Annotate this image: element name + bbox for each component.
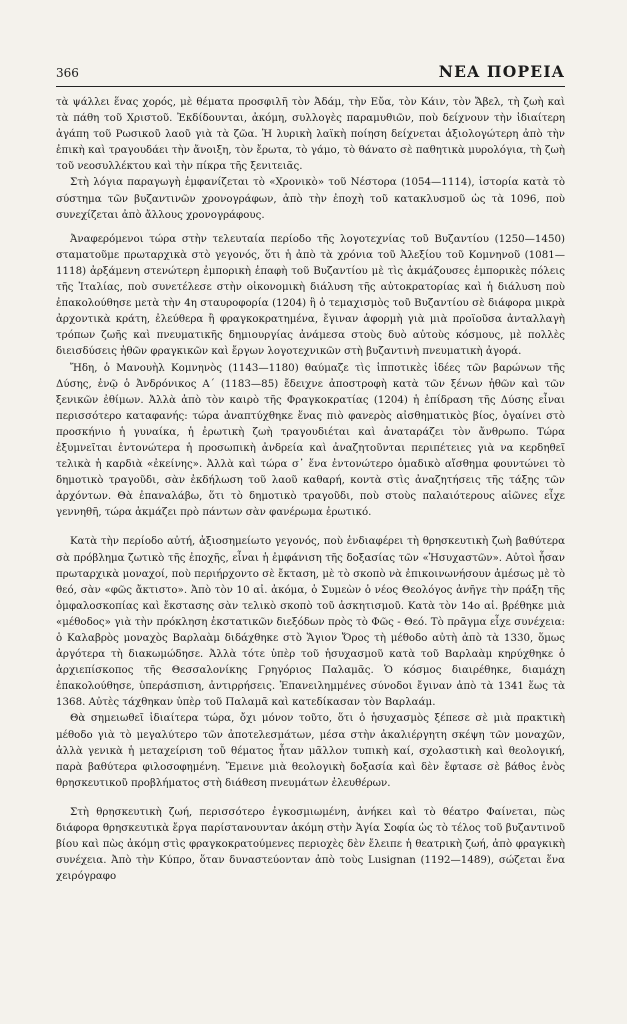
paragraph: Στὴ λόγια παραγωγὴ ἐμφανίζεται τὸ «Χρονικὸ» τοῦ Νέστορα (1054—1114), ἱστορία κατὰ τὸ σύστημα τῶν βυζαντινῶν χρονογράφων, ἀπὸ τὴν ἐποχὴ τοῦ κατακλυσμοῦ ὡς τὰ 1096, ποὺ συνεχίζεται ἀπὸ ἄλλους χρονογράφους.	[56, 176, 565, 221]
body-text	[56, 94, 565, 884]
paragraph: Κατὰ τὴν περίοδο αὐτή, ἀξιοσημείωτο γεγονός, ποὺ ἐνδιαφέρει τὴ θρησκευτικὴ ζωὴ βαθύτερα σὰ πρόβλημα ζωτικὸ τῆς ἐποχῆς, εἶναι ἡ ἐμφάνιση τῆς δοξασίας τῶν «Ἡσυχαστῶν». Αὐτοὶ ἦσαν πρωταρχικὰ μοναχοί, ποὺ περιήρχοντο σὲ ἔκταση, μὲ τὸ σκοπὸ νὰ ἐπικοινωνήσουν ἀμέσως μὲ τὸ θεό, σὰν «φῶς ἄκτιστο». Ἀπὸ τὸν 10 αἰ. ἀκόμα, ὁ Συμεὼν ὁ νέος Θεολόγος ἀνῆγε τὴν πράξη τῆς ὀμφαλοσκοπίας καὶ ἔκστασης σὰν τελικὸ σκοπὸ τοῦ ἀσκητισμοῦ. Κατὰ τὸν 14ο αἰ. βρέθηκε μιὰ «μέθοδος» γιὰ τὴν πρόκληση ἐκστατικῶν διεξόδων πρὸς τὸ Φῶς - Θεό. Τὸ πρᾶγμα εἶχε συνέχεια: ὁ Καλαβρὸς μοναχὸς Βαρλαὰμ διδάχθηκε στὸ Ἅγιον Ὄρος τὴ μέθοδο αὐτὴ ἀπὸ τὰ 1330, ὅμως ἀργότερα τὴ διακωμώδησε. Ἀλλὰ τότε ὑπὲρ τοῦ ἡσυχασμοῦ κατὰ τοῦ Βαρλαὰμ κηρύχθηκε ὁ ἀρχιεπίσκοπος τῆς Θεσσαλονίκης Γρηγόριος Παλαμᾶς. Ὁ κόσμος διαιρέθηκε, διαμάχη ἐπακολούθησε, ὑπεράσπιση, ἀντιρρήσεις. Ἐπανειλημμένες σύνοδοι ἔγιναν ἀπὸ τὰ 1341 ἕως τὰ 1368. Αὐτὲς τάχθηκαν ὑπὲρ τοῦ Παλαμᾶ καὶ κατεδίκασαν τὸν Βαρλαάμ.	[56, 535, 565, 709]
page-header	[56, 62, 565, 87]
paragraph: Ἀναφερόμενοι τώρα στὴν τελευταία περίοδο τῆς λογοτεχνίας τοῦ Βυζαντίου (1250—1450) σταματοῦμε πρωταρχικὰ στὸ γεγονός, ὅτι ἡ ἀπὸ τὰ χρόνια τοῦ Ἀλεξίου τοῦ Κομνηνοῦ (1081—1118) ἀρξάμενη στενώτερη ἐμπορικὴ ἐπαφὴ τοῦ Βυζαντίου μὲ τὶς ἀκμάζουσες ἐμπορικὲς πόλεις τῆς Ἰταλίας, ποὺ συνετέλεσε στὴν οἰκονομικὴ διάλυση τῆς αὐτοκρατορίας καὶ ἡ διάλυση ποὺ ἐπακολούθησε μετὰ τὴν 4η σταυροφορία (1204) ἢ ὁ τεμαχισμὸς τοῦ Βυζαντίου σὲ διάφορα μικρὰ ἀρχοντικὰ κράτη, ἐλεύθερα ἢ φραγκοκρατημένα, ἔγιναν ἀφορμὴ γιὰ μιὰ προϊοῦσα ἀνταλλαγὴ τρόπων ζωῆς καὶ πνευματικῆς δημιουργίας ἀνάμεσα στοὺς δυὸ αὐτοὺς κόσμους, μὲ πολλὲς διεισδύσεις ἠθῶν φραγκικῶν καὶ ἔργων λογοτεχνικῶν στὴ βυζαντινὴ πνευματικὴ ἀγορά.	[56, 232, 565, 358]
running-title: ΝΕΑ ΠΟΡΕΙΑ	[438, 62, 565, 81]
paragraph: τὰ ψάλλει ἕνας χορός, μὲ θέματα προσφιλῆ τὸν Ἀδάμ, τὴν Εὔα, τὸν Κάιν, τὸν Ἄβελ, τὴ ζωὴ καὶ τὰ πάθη τοῦ Χριστοῦ. Ἐκδίδουνται, ἀκόμη, συλλογὲς παραμυθιῶν, ποὺ δείχνουν τὴν ἰδιαίτερη ἀγάπη τοῦ Ρωσικοῦ λαοῦ γιὰ τὰ ζῶα. Ἡ λυρικὴ λαϊκὴ ποίηση δείχνεται ἀξιολογώτερη ἀπὸ τὴν ἐπικὴ καὶ τραγουδάει τὴν ἄνοιξη, τὸν ἔρωτα, τὸ γάμο, τὸ θάνατο σὲ παθητικὰ μυρολόγια, τὴ ζωὴ τοῦ νεοσυλλέκτου καὶ τὴν πίκρα τῆς ξενιτειᾶς.	[56, 96, 565, 173]
page-number: 366	[56, 66, 79, 80]
paragraph: Θὰ σημειωθεῖ ἰδιαίτερα τώρα, ὄχι μόνον τοῦτο, ὅτι ὁ ἡσυχασμὸς ξέπεσε σὲ μιὰ πρακτικὴ μέθοδο γιὰ τὸ μεγαλύτερο τῶν ἀποτελεσμάτων, μέσα στὴν ἀκαλιέργητη σκέψη τῶν μοναχῶν, ἀλλὰ γενικὰ ἡ μεταχείριση τοῦ θέματος ἦταν μᾶλλον τυπικὴ καί, σχολαστικὴ καὶ θεολογική, παρὰ βαθύτερα φιλοσοφημένη. Ἔμεινε μιὰ θεολογικὴ δοξασία καὶ δὲν ἔφτασε σὲ βάθος ἑνὸς θρησκευτικοῦ προβλήματος στὴ διάθεση πνευμάτων ἐλευθέρων.	[56, 712, 565, 789]
paragraph: Ἤδη, ὁ Μανουὴλ Κομνηνὸς (1143—1180) θαύμαζε τὶς ἱπποτικὲς ἰδέες τῶν βαρώνων τῆς Δύσης, ἐνῷ ὁ Ἀνδρόνικος Α΄ (1183—85) ἔδειχνε ἀποστροφὴ κατὰ τῶν ξένων ἠθῶν καὶ τῶν ξενικῶν ἐθίμων. Ἀλλὰ ἀπὸ τὸν καιρὸ τῆς Φραγκοκρατίας (1204) ἡ ἐπίδραση τῆς Δύσης εἶναι περισσότερο καταφανής: τώρα ἀναπτύχθηκε ἕνας πιὸ φανερὸς αἰσθηματικὸς βίος, ὀγαίνει στὸ προσκήνιο ἡ γυναίκα, ἡ ἐρωτικὴ ζωὴ τραγουδιέται καὶ ἀναταράζει τὸν ἄνθρωπο. Τώρα ἐξυμνεῖται ἐντονώτερα ἡ προσωπικὴ ἀνδρεία καὶ ἀναζητοῦνται περιπέτειες γιὰ να κερδηθεῖ τελικὰ ἡ καρδιὰ «ἐκείνης». Ἀλλὰ καὶ τώρα σ᾿ ἕνα ἐντονώτερο ὁμαδικὸ αἴσθημα φουντώνει τὸ δημοτικὸ τραγοῦδι, σὰν ἐκδήλωση τοῦ λαοῦ καθαρή, κοντὰ στὶς ἀναζητήσεις τῆς τάξης τῶν ἀρχόντων. Θὰ ἐπαναλάβω, ὅτι τὸ δημοτικὸ τραγοῦδι, ποὺ στοὺς παλαιότερους αἰῶνες εἶχε γεννηθῆ, τώρα ἀκμάζει πρὸ πάντων σὰν φανέρωμα ἐρωτικό.	[56, 361, 565, 519]
paragraph: Στὴ θρησκευτικὴ ζωή, περισσότερο ἐγκοσμιωμένη, ἀνήκει καὶ τὸ θέατρο Φαίνεται, πὼς διάφορα θρησκευτικὰ ἔργα παρίστανουνταν ἀκόμη στὴν Ἁγία Σοφία ὡς τὸ τέλος τοῦ βυζαντινοῦ βίου καὶ πὼς ἀκόμη στὶς φραγκοκρατούμενες περιοχὲς δὲν ἔλειπε ἡ θεατρικὴ ζωή, ἀπὸ φραγκικὴ συνέχεια. Ἀπὸ τὴν Κύπρο, ὅταν δυναστεύονταν ἀπὸ τοὺς Lusignan (1192—1489), σώζεται ἕνα χειρόγραφο	[56, 805, 565, 883]
